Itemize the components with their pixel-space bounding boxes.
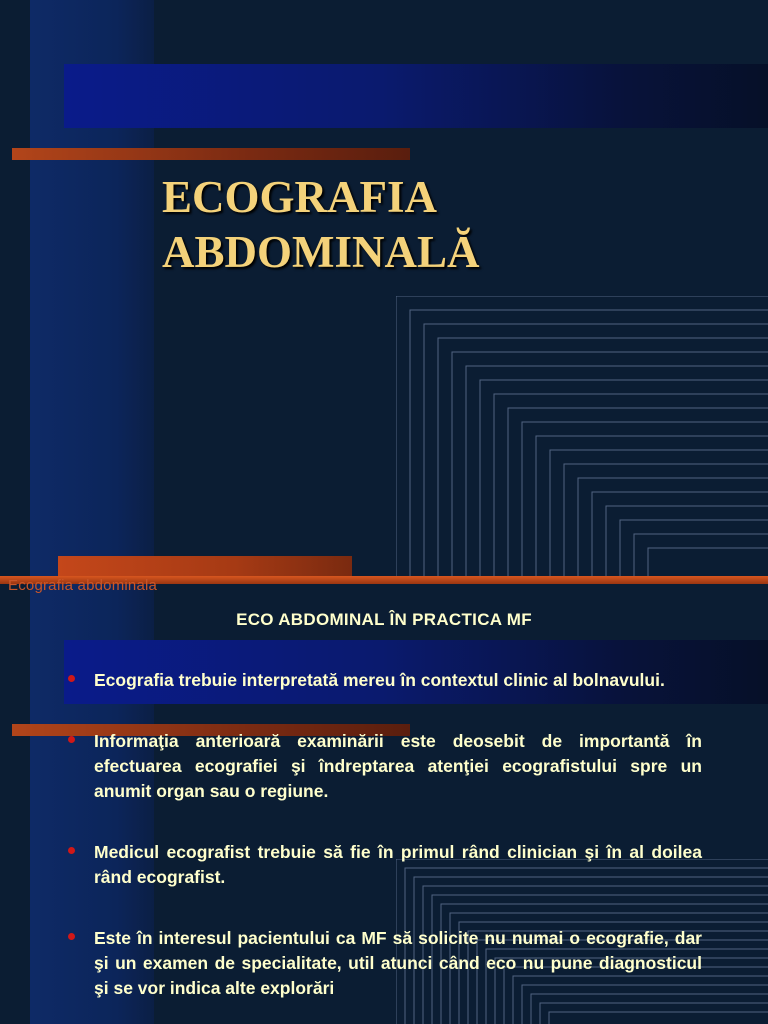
slide-title <box>162 170 722 280</box>
title-line-1: ECOGRAFIA <box>162 172 438 222</box>
bullet-dot-icon <box>68 847 75 854</box>
concentric-line <box>550 450 768 576</box>
slide-heading: ECO ABDOMINAL ÎN PRACTICA MF <box>236 610 532 629</box>
concentric-line <box>606 506 768 576</box>
list-item <box>66 668 702 693</box>
concentric-squares-decoration <box>396 296 768 576</box>
concentric-line <box>438 338 768 576</box>
footer-label: Ecografia abdominala <box>8 577 158 594</box>
title-line-2: ABDOMINALĂ <box>162 227 480 277</box>
top-gradient-bar <box>64 64 768 128</box>
bullet-text: Este în interesul pacientului ca MF să solicite nu numai o ecografie, dar şi un examen de specialitate, util atunci când eco nu pune diagnosticul şi se vor indica alte explorări <box>94 928 702 998</box>
concentric-lines <box>396 296 768 576</box>
list-item <box>66 926 702 1001</box>
bullet-text: Ecografia trebuie interpretată mereu în contextul clinic al bolnavului. <box>94 670 665 690</box>
concentric-line <box>522 422 768 576</box>
concentric-line <box>410 310 768 576</box>
bullet-dot-icon <box>68 675 75 682</box>
bullet-dot-icon <box>68 736 75 743</box>
content-slide <box>0 576 768 1024</box>
bullet-text: Informaţia anterioară examinării este deosebit de importantă în efectuarea ecografiei şi îndreptarea atenţiei ecografistului spre un anumit organ sau o regiune. <box>94 731 702 801</box>
bottom-accent-bar <box>58 556 352 576</box>
concentric-line <box>634 534 768 576</box>
list-item <box>66 840 702 890</box>
accent-rule <box>12 148 410 160</box>
list-item <box>66 729 702 804</box>
bullet-list <box>66 668 702 1024</box>
concentric-line <box>466 366 768 576</box>
concentric-line <box>494 394 768 576</box>
concentric-line <box>648 548 768 576</box>
bullet-text: Medicul ecografist trebuie să fie în primul rând clinician şi în al doilea rând ecografist. <box>94 842 702 887</box>
bullet-dot-icon <box>68 933 75 940</box>
